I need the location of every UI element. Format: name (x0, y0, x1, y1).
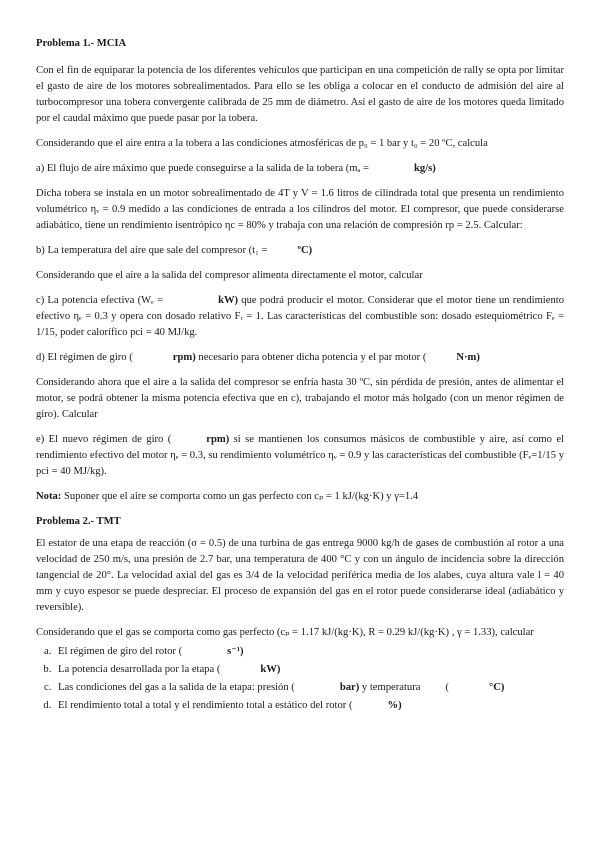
question-d (36, 350, 564, 366)
problem-1-note (36, 489, 564, 505)
question-2b: b. La potencia desarrollada por la etapa ( kW) (54, 662, 564, 678)
question-e (36, 432, 564, 480)
question-a (36, 161, 564, 177)
question-c-detail: que podrá producir el motor. Considerar que el motor tiene un rendimiento efectivo ηₑ = 0.3 y opera con dosado relativo Fᵣ = 1. Las características del combustible son: dosado estequiométrico Fₑ = 1/15, poder calorífico pci = 40 MJ/kg. (36, 295, 564, 338)
question-e-unit: rpm) (206, 434, 230, 445)
question-b-unit: ºC) (297, 245, 313, 256)
question-a-text: a) El flujo de aire máximo que puede conseguirse a la salida de la tobera (mₐ = (36, 163, 370, 174)
question-e-detail: si se mantienen los consumos másicos de combustible y aire, así como el rendimiento efectivo del motor ηₑ = 0.3, su rendimiento volumétrico ηᵥ = 0.9 y las características del combustible (Fₑ=1/15 y pci = 40 MJ/kg). (36, 434, 565, 477)
question-d-unit: rpm) (172, 352, 196, 363)
question-c-unit: kW) (218, 295, 239, 306)
question-a-unit: kg/s) (414, 163, 436, 174)
question-2a: a. El régimen de giro del rotor ( s⁻¹) (54, 644, 564, 660)
question-2c: c. Las condiciones del gas a la salida de la etapa: presión ( bar) y temperatura ( °C) (54, 680, 564, 696)
problem-1-engine-description: Dicha tobera se instala en un motor sobrealimentado de 4T y V = 1.6 litros de cilindrada total que presenta un rendimiento volumétrico ηᵥ = 0.9 medido a las condiciones de entrada a los cilindros del motor. El compresor, que puede considerarse adiabático, tiene un rendimiento isentrópico ηc = 80% y trabaja con una relación de compresión rp = 2.5. Calcular: (36, 188, 564, 231)
question-d-unit-2: N·m) (456, 352, 480, 363)
problem-1-conditions: Considerando que el aire entra a la tobera a las condiciones atmosféricas de p₀ = 1 bar y t₀ = 20 ºC, calcula (36, 138, 488, 149)
problem-1-conditions-e: Considerando ahora que el aire a la salida del compresor se enfría hasta 30 ºC, sin pérdida de presión, antes de alimentar el motor, se podrá obtener la misma potencia efectiva que en c), trabajando el motor más holgado (con un menor régimen de giro). Calcular (36, 377, 564, 420)
problem-2-intro: El estator de una etapa de reacción (σ = 0.5) de una turbina de gas entrega 9000 kg/h de gases de combustión al rotor a una velocidad de 250 m/s, una presión de 2.7 bar, una temperatura de 400 °C y con un ángulo de incidencia sobre la dirección tangencial de 20°. La velocidad axial del gas es 3/4 de la velocidad periférica media de los alabes, cuya altura vale l = 40 mm y cuyo espesor se puede despreciar. El proceso de expansión del gas en el rotor puede considerarse ideal (adiabático y reversible). (36, 538, 564, 613)
problem-2-title: Problema 2.- TMT (36, 516, 121, 527)
question-b (36, 243, 564, 259)
question-e-text: e) El nuevo régimen de giro ( (36, 434, 172, 445)
problem-1-title: Problema 1.- MCIA (36, 38, 127, 49)
question-c (36, 293, 564, 341)
question-b-text: b) La temperatura del aire que sale del compresor (t₁ = (36, 245, 268, 256)
question-d-text: d) El régimen de giro ( (36, 352, 133, 363)
question-2d: d. El rendimiento total a total y el rendimiento total a estático del rotor ( %) (54, 698, 564, 714)
note-text: Suponer que el aire se comporta como un gas perfecto con cₚ = 1 kJ/(kg·K) y γ=1.4 (63, 491, 419, 502)
question-d-detail: necesario para obtener dicha potencia y el par motor ( (198, 352, 427, 363)
problem-1-conditions-c: Considerando que el aire a la salida del compresor alimenta directamente el motor, calcular (36, 270, 423, 281)
question-c-text: c) La potencia efectiva (Wₑ = (36, 295, 164, 306)
note-label: Nota: (36, 491, 62, 502)
problem-2-questions (36, 644, 564, 714)
problem-2-conditions: Considerando que el gas se comporta como gas perfecto (cₚ = 1.17 kJ/(kg·K), R = 0.29 kJ/(kg·K) , γ = 1.33), calcular (36, 627, 534, 638)
problem-1-intro: Con el fin de equiparar la potencia de los diferentes vehículos que participan en una competición de rally se opta por limitar el gasto de aire de los motores sobrealimentados. Para ello se les obliga a colocar en el conducto de admisión del aire al turbocompresor una tobera convergente calibrada de 25 mm de diámetro. Así el gasto de aire de los motores queda limitado por el caudal máximo que puede pasar por la tobera. (36, 65, 564, 124)
